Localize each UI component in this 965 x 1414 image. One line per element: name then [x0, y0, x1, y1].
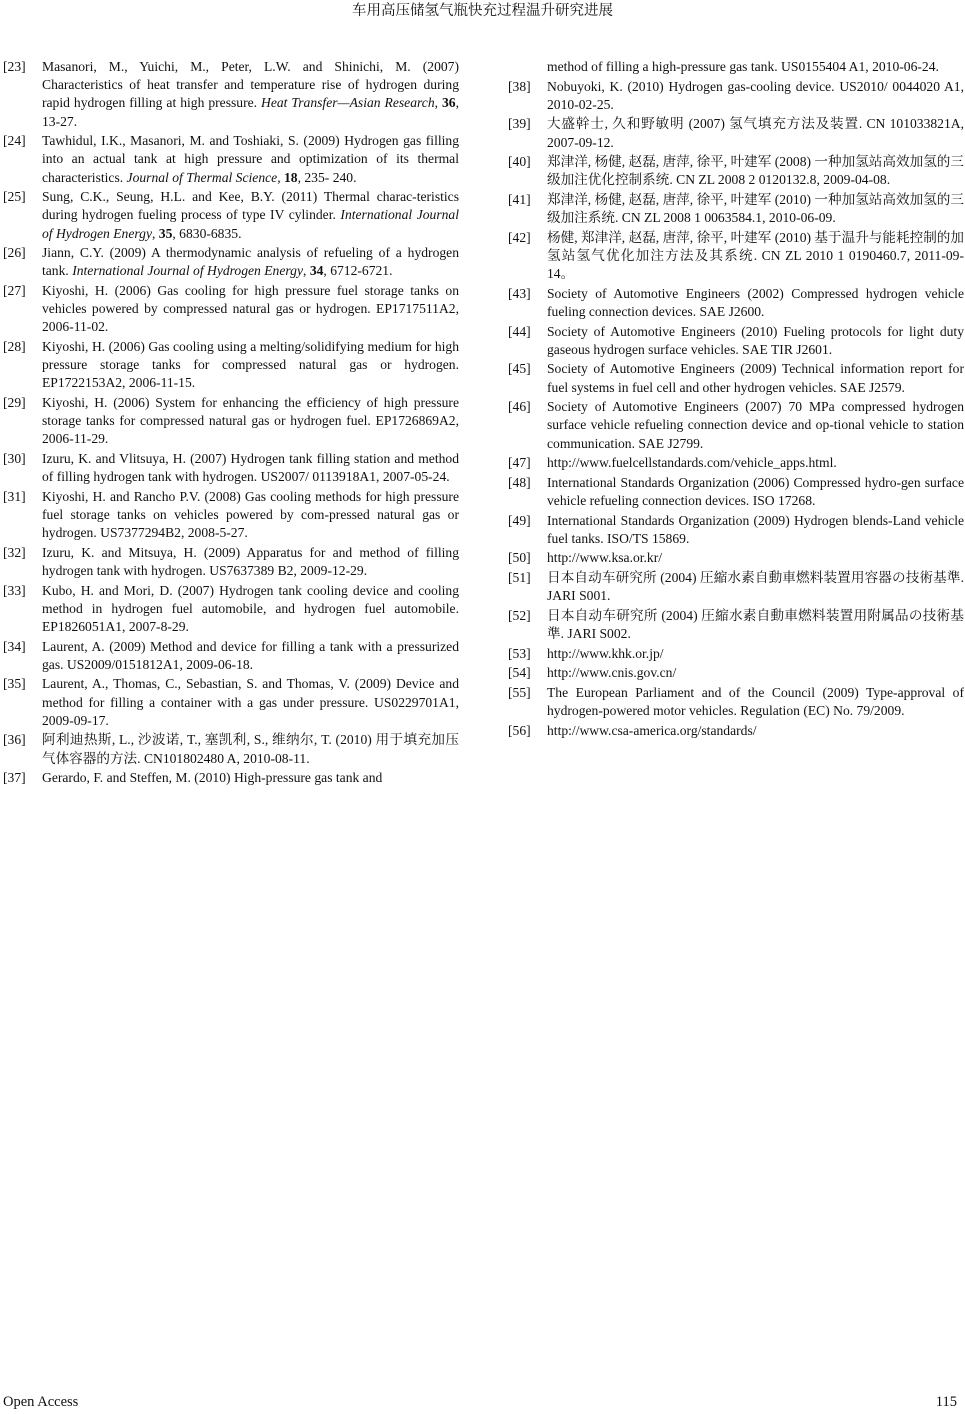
- reference-entry: [3, 282, 459, 337]
- reference-text: [547, 285, 964, 321]
- reference-text-part: Tawhidul, I.K., Masanori, M. and Toshiaki, S. (2009) Hydrogen gas filling into an actual tank at high pressure and optimization of its thermal characteristics.: [42, 133, 459, 185]
- reference-text-part: Kubo, H. and Mori, D. (2007) Hydrogen tank cooling device and cooling method in hydrogen fuel automobile, and hydrogen fuel automobile. EP1826051A1, 2007-8-29.: [42, 582, 459, 634]
- reference-entry: [508, 512, 964, 548]
- reference-entry: [3, 731, 459, 767]
- reference-text: [42, 450, 459, 486]
- reference-text-part: Laurent, A. (2009) Method and device for filling a tank with a pressurized gas. US2009/0151812A1, 2009-06-18.: [42, 638, 459, 672]
- reference-number: [45]: [508, 361, 531, 377]
- reference-number: [24]: [3, 133, 26, 149]
- reference-entry: [508, 285, 964, 321]
- reference-number: [31]: [3, 488, 26, 504]
- reference-text: [547, 360, 964, 396]
- reference-entry: [508, 58, 964, 76]
- reference-text-part: ,: [151, 225, 159, 241]
- reference-entry: [3, 450, 459, 486]
- reference-text: [42, 638, 459, 674]
- reference-text-part: 郑津洋, 杨健, 赵磊, 唐萍, 徐平, 叶建军 (2008) 一种加氢站高效加氢的三级加注优化控制系统. CN ZL 2008 2 0120132.8, 2009-04-08.: [547, 154, 964, 188]
- reference-number: [34]: [3, 638, 26, 654]
- reference-number: [38]: [508, 78, 531, 94]
- reference-text-part: Kiyoshi, H. and Rancho P.V. (2008) Gas cooling methods for high pressure fuel storage tanks on vehicles powered by com-pressed natural gas or hydrogen. US7377294B2, 2008-5-27.: [42, 488, 459, 541]
- references-left-column: [3, 58, 459, 789]
- reference-text-part: ,: [434, 95, 442, 111]
- reference-text-part: Society of Automotive Engineers (2007) 70 MPa compressed hydrogen surface vehicle refueling connection device and op-tional vehicle to station communication. SAE J2799.: [547, 399, 964, 451]
- reference-text: [547, 153, 964, 189]
- reference-number: [53]: [508, 645, 531, 661]
- reference-text-part: Kiyoshi, H. (2006) Gas cooling for high pressure fuel storage tanks on vehicles powered by compressed natural gas or hydrogen. EP1717511A2, 2006-11-02.: [42, 283, 459, 335]
- reference-entry: [508, 569, 964, 605]
- reference-entry: [508, 360, 964, 396]
- reference-text-part: ,: [303, 263, 310, 279]
- reference-number: [35]: [3, 676, 26, 692]
- reference-text-part: Izuru, K. and Mitsuya, H. (2009) Apparatus for and method of filling hydrogen tank with hydrogen. US7637389 B2, 2009-12-29.: [42, 544, 459, 578]
- reference-volume: 36: [442, 95, 456, 111]
- reference-entry: [508, 153, 964, 189]
- reference-entry: [3, 582, 459, 637]
- reference-number: [49]: [508, 512, 531, 528]
- reference-number: [44]: [508, 323, 531, 339]
- reference-number: [52]: [508, 607, 531, 623]
- reference-text-part: Laurent, A., Thomas, C., Sebastian, S. and Thomas, V. (2009) Device and method for filling a container with a gas under pressure. US0229701A1, 2009-09-17.: [42, 676, 459, 728]
- reference-text: [42, 282, 459, 337]
- reference-number: [37]: [3, 770, 26, 786]
- reference-number: [56]: [508, 722, 531, 738]
- reference-number: [43]: [508, 285, 531, 301]
- reference-text-part: The European Parliament and of the Council (2009) Type-approval of hydrogen-powered motor vehicles. Regulation (EC) No. 79/2009.: [547, 684, 964, 718]
- reference-text: [42, 544, 459, 580]
- reference-number: [55]: [508, 684, 531, 700]
- reference-volume: 34: [309, 263, 324, 279]
- reference-text-part: , 13-27.: [42, 95, 459, 129]
- reference-text-part: Nobuyoki, K. (2010) Hydrogen gas-cooling device. US2010/ 0044020 A1, 2010-02-25.: [547, 78, 964, 112]
- reference-text: [42, 394, 459, 449]
- reference-text: [547, 474, 964, 510]
- reference-text: [547, 512, 964, 548]
- reference-text: [42, 132, 459, 187]
- reference-text: [547, 78, 964, 114]
- reference-number: [42]: [508, 229, 531, 245]
- reference-text: [547, 323, 964, 359]
- reference-text-part: http://www.cnis.gov.cn/: [547, 665, 677, 681]
- reference-number: [30]: [3, 451, 26, 466]
- reference-text-part: , 6830-6835.: [172, 225, 242, 241]
- reference-entry: [3, 244, 459, 280]
- reference-text-part: Kiyoshi, H. (2006) Gas cooling using a melting/solidifying medium for high pressure storage tanks for compressed natural gas or hydrogen. EP1722153A2, 2006-11-15.: [42, 339, 459, 391]
- reference-text: [547, 549, 964, 567]
- reference-text: [42, 338, 459, 393]
- page-number: 115: [935, 1394, 957, 1410]
- reference-journal: Journal of Thermal Science: [126, 169, 278, 185]
- reference-number: [28]: [3, 339, 26, 354]
- reference-text: [547, 229, 964, 284]
- reference-text: [547, 191, 964, 227]
- reference-text-part: Izuru, K. and Vlitsuya, H. (2007) Hydrogen tank filling station and method of filling hydrogen tank with hydrogen. US2007/ 0113918A1, 2007-05-24.: [42, 451, 459, 485]
- reference-number: [41]: [508, 191, 531, 207]
- reference-text-part: International Standards Organization (2006) Compressed hydro-gen surface vehicle refueling connection devices. ISO 17268.: [547, 474, 964, 508]
- reference-text-part: Masanori, M., Yuichi, M., Peter, L.W. and Shinichi, M. (2007) Characteristics of heat transfer and temperature rise of hydrogen during rapid hydrogen filling at high pressure.: [42, 59, 459, 111]
- reference-entry: [3, 132, 459, 187]
- reference-text: [547, 607, 964, 643]
- reference-text: [547, 722, 964, 740]
- reference-text: [42, 244, 459, 280]
- reference-entry: [508, 115, 964, 151]
- reference-entry: [3, 638, 459, 674]
- reference-text-part: 大盛幹士, 久和野敏明 (2007) 氢气填充方法及装置. CN 101033821A, 2007-09-12.: [547, 116, 964, 150]
- reference-text: [547, 454, 964, 472]
- reference-entry: [508, 454, 964, 472]
- reference-number: [25]: [3, 189, 26, 205]
- reference-journal: International Journal of Hydrogen Energy: [42, 207, 459, 241]
- reference-entry: [3, 188, 459, 243]
- reference-volume: 18: [283, 169, 298, 185]
- reference-text-part: 日本自动车研究所 (2004) 圧縮水素自動車燃料装置用容器の技術基準. JARI S001.: [547, 569, 964, 604]
- reference-text-part: , 235- 240.: [297, 169, 357, 185]
- reference-text: [547, 115, 964, 151]
- reference-text: [42, 731, 459, 767]
- footer-open-access: Open Access: [3, 1394, 79, 1410]
- reference-number: [40]: [508, 154, 531, 170]
- reference-text: [42, 188, 459, 243]
- reference-entry: [508, 323, 964, 359]
- reference-text: [547, 684, 964, 720]
- reference-entry: [3, 488, 459, 543]
- reference-journal: Heat Transfer—Asian Research: [261, 95, 435, 111]
- reference-entry: [3, 675, 459, 730]
- reference-text-part: Kiyoshi, H. (2006) System for enhancing the efficiency of high pressure storage tanks for compressed natural gas or hydrogen fuel. EP1726869A2, 2006-11-29.: [42, 395, 459, 447]
- reference-text-part: , 6712-6721.: [323, 263, 393, 279]
- reference-entry: [508, 398, 964, 453]
- reference-entry: [508, 722, 964, 740]
- reference-entry: [508, 474, 964, 510]
- reference-text-part: 日本自动车研究所 (2004) 圧縮水素自動車燃料装置用附属品の技術基準. JARI S002.: [547, 607, 964, 641]
- reference-text: [547, 569, 964, 605]
- reference-entry: [3, 58, 459, 131]
- reference-text-part: http://www.ksa.or.kr/: [547, 550, 663, 566]
- reference-entry: [508, 645, 964, 663]
- reference-text: [42, 675, 459, 730]
- reference-entry: [508, 78, 964, 114]
- reference-text: [547, 664, 964, 682]
- reference-text-part: 郑津洋, 杨健, 赵磊, 唐萍, 徐平, 叶建军 (2010) 一种加氢站高效加氢的三级加注系统. CN ZL 2008 1 0063584.1, 2010-06-09.: [547, 191, 964, 226]
- reference-number: [508, 58, 547, 76]
- reference-number: [23]: [3, 59, 26, 74]
- reference-text-part: Society of Automotive Engineers (2002) Compressed hydrogen vehicle fueling connection devices. SAE J2600.: [547, 285, 964, 319]
- references-right-column: [508, 58, 964, 741]
- reference-text: [42, 769, 459, 787]
- reference-number: [50]: [508, 550, 531, 566]
- reference-volume: 35: [158, 225, 173, 241]
- reference-number: [27]: [3, 283, 26, 298]
- reference-entry: [3, 394, 459, 449]
- reference-text-part: International Standards Organization (2009) Hydrogen blends-Land vehicle fuel tanks. ISO/TS 15869.: [547, 512, 964, 546]
- reference-entry: [3, 338, 459, 393]
- reference-text-part: Society of Automotive Engineers (2009) Technical information report for fuel systems in fuel cell and other hydrogen vehicles. SAE J2579.: [547, 361, 964, 395]
- reference-number: [36]: [3, 732, 26, 748]
- reference-text-part: http://www.csa-america.org/standards/: [547, 722, 757, 738]
- reference-text-part: ,: [277, 169, 284, 185]
- reference-number: [39]: [508, 116, 531, 132]
- reference-number: [26]: [3, 245, 26, 261]
- reference-text-part: Sung, C.K., Seung, H.L. and Kee, B.Y. (2011) Thermal charac-teristics during hydrogen fueling process of type IV cylinder.: [42, 189, 459, 223]
- reference-entry: [508, 607, 964, 643]
- reference-number: [47]: [508, 455, 531, 471]
- running-header: 车用高压储氢气瓶快充过程温升研究进展: [352, 3, 613, 19]
- reference-number: [46]: [508, 399, 531, 415]
- reference-text-part: 杨健, 郑津洋, 赵磊, 唐萍, 徐平, 叶建军 (2010) 基于温升与能耗控制的加氢站氢气优化加注方法及其系统. CN ZL 2010 1 0190460.7, 2011-09-14。: [547, 229, 964, 282]
- reference-number: [48]: [508, 474, 531, 490]
- reference-text: [547, 645, 964, 663]
- reference-entry: [508, 191, 964, 227]
- reference-text-part: http://www.khk.or.jp/: [547, 645, 664, 661]
- reference-entry: [508, 229, 964, 284]
- reference-entry: [3, 544, 459, 580]
- reference-text-part: http://www.fuelcellstandards.com/vehicle_apps.html.: [547, 455, 837, 471]
- reference-number: [29]: [3, 395, 26, 410]
- reference-number: [32]: [3, 544, 26, 560]
- reference-number: [51]: [508, 569, 531, 585]
- reference-text: [547, 58, 964, 76]
- reference-text-part: Society of Automotive Engineers (2010) Fueling protocols for light duty gaseous hydrogen surface vehicles. SAE TIR J2601.: [547, 323, 964, 357]
- reference-text: [42, 582, 459, 637]
- reference-journal: International Journal of Hydrogen Energy: [72, 263, 304, 279]
- reference-text: [42, 488, 459, 543]
- reference-text-part: Gerardo, F. and Steffen, M. (2010) High-pressure gas tank and: [42, 770, 383, 786]
- reference-text-part: 阿利迪热斯, L., 沙波诺, T., 塞凯利, S., 维纳尔, T. (2010) 用于填充加压气体容器的方法. CN101802480 A, 2010-08-11.: [42, 732, 459, 766]
- reference-entry: [508, 664, 964, 682]
- reference-text: [42, 58, 459, 131]
- reference-entry: [3, 769, 459, 787]
- reference-entry: [508, 684, 964, 720]
- reference-text: [547, 398, 964, 453]
- reference-text-part: Jiann, C.Y. (2009) A thermodynamic analysis of refueling of a hydrogen tank.: [42, 245, 459, 279]
- reference-number: [54]: [508, 665, 531, 681]
- reference-number: [33]: [3, 582, 26, 598]
- reference-entry: [508, 549, 964, 567]
- reference-text-part: method of filling a high-pressure gas tank. US0155404 A1, 2010-06-24.: [547, 59, 939, 74]
